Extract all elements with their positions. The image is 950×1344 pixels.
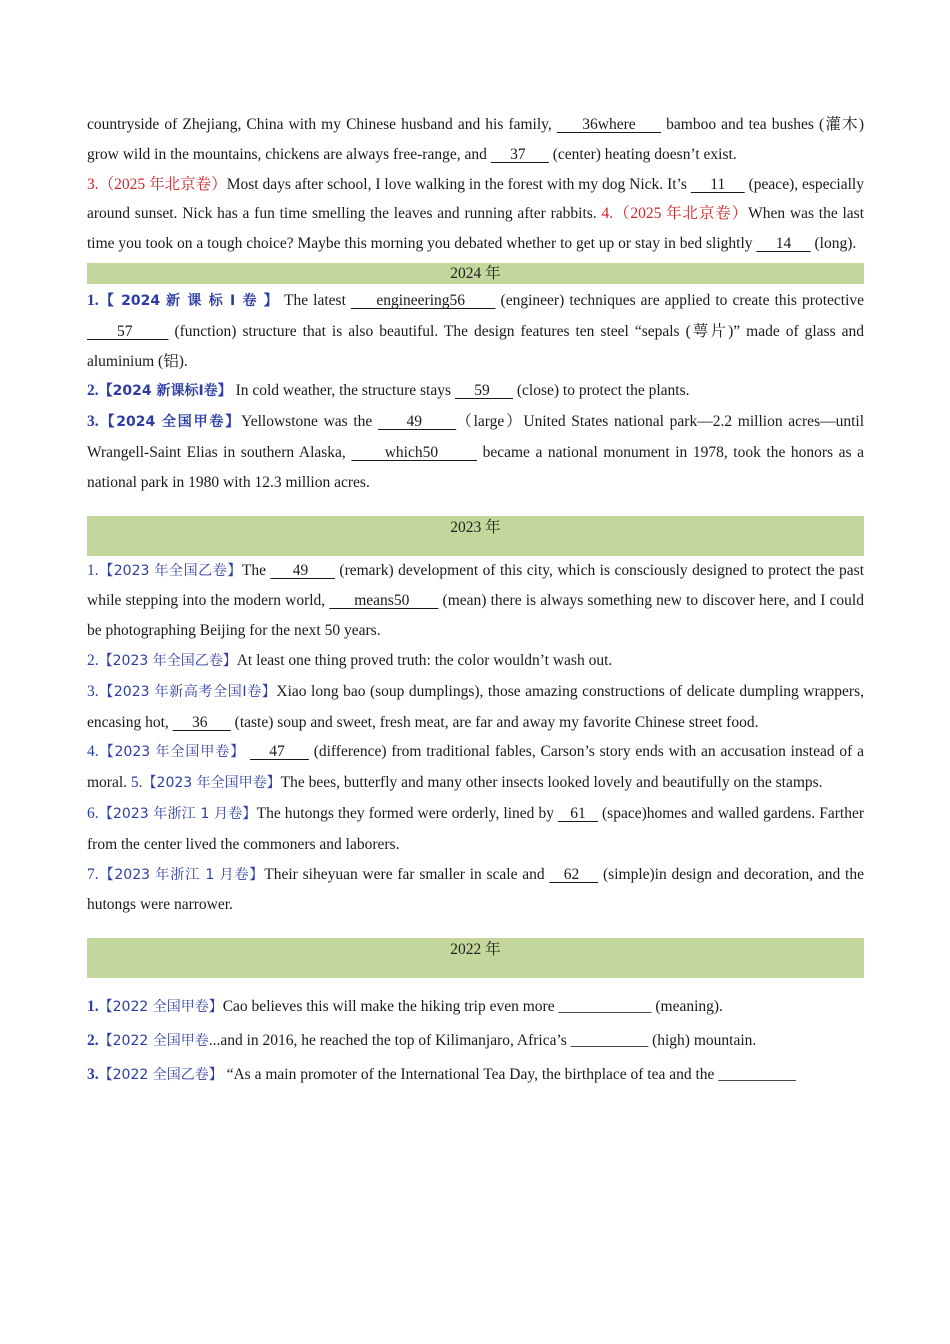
intro-paragraph (87, 110, 864, 170)
question-2025-3-4 (87, 170, 864, 259)
question-text: (meaning). (651, 998, 723, 1016)
blank-37: 37 (490, 145, 549, 163)
question-text: became a national monument in 1978, took the honors as a national park in 1980 with 12.3 million acres. (87, 443, 865, 491)
question-source: 【 2024 新 课 标 Ⅰ 卷 】 (98, 292, 279, 309)
question-2023-4-5 (87, 737, 864, 799)
question-2024-1 (87, 286, 864, 376)
question-number: 1. (87, 998, 99, 1016)
question-text: (peace), especially around sunset. Nick has a fun time smelling the leaves and running after rabbits. (87, 175, 864, 223)
blank-36: 36 (172, 713, 231, 731)
question-number: 3. (87, 175, 99, 193)
year-header-2023: 2023 年 (87, 516, 864, 556)
question-number: 3. (87, 682, 99, 700)
question-source: 【2024 全国甲卷】 (98, 414, 242, 431)
blank-line: __________ (570, 1032, 649, 1050)
question-source: 【2023 年全国甲卷】 (98, 744, 246, 761)
question-2022-1 (87, 990, 864, 1024)
question-source: 【2023 年全国甲卷】 (142, 775, 281, 792)
blank-61: 61 (558, 804, 598, 822)
blank-47: 47 (250, 743, 309, 761)
question-2023-6 (87, 799, 864, 860)
question-text: Yellowstone was the (241, 413, 379, 431)
question-text: Their siheyuan were far smaller in scale and (264, 865, 550, 883)
intro-text-2: bamboo and tea bushes (灌木) grow wild in the mountains, chickens are always free-range, and (87, 116, 864, 163)
question-number: 2. (87, 1032, 99, 1050)
question-text: (high) mountain. (648, 1032, 757, 1050)
question-2024-3 (87, 407, 864, 497)
question-text: At least one thing proved truth: the color wouldn’t wash out. (236, 651, 613, 669)
question-2023-2 (87, 646, 864, 677)
question-source: 【2022 全国甲卷】 (98, 999, 223, 1016)
document-page (87, 110, 864, 1092)
year-header-2024: 2024 年 (87, 263, 864, 284)
question-source: 【2023 年浙江 1 月卷】 (98, 805, 257, 822)
question-text: (long). (810, 235, 857, 253)
question-number: 5. (130, 774, 143, 792)
intro-text-3: (center) heating doesn’t exist. (548, 145, 737, 163)
question-text: (function) structure that is also beautiful. The design features ten steel “sepals (萼片)” made of glass and aluminium (铝). (87, 322, 864, 370)
question-number: 6. (87, 804, 99, 822)
question-text: “As a main promoter of the International Tea Day, the birthplace of tea and the (222, 1066, 719, 1084)
question-number: 3. (87, 1066, 99, 1084)
question-text: （large）United States national park—2.2 million acres—until Wrangell-Saint Elias in southern Alaska, (87, 413, 865, 461)
question-text: The (241, 561, 271, 579)
blank-49: 49 (270, 561, 335, 579)
question-source: 【2022 全国甲卷 (98, 1033, 209, 1050)
question-source: （2025 年北京卷） (98, 175, 227, 193)
question-text: Cao believes this will make the hiking trip even more (222, 998, 559, 1016)
blank-36: 36where (556, 116, 662, 133)
blank-14: 14 (756, 235, 811, 253)
question-source: 【2023 年全国乙卷】 (98, 562, 242, 579)
question-2023-7 (87, 860, 864, 921)
question-text: ...and in 2016, he reached the top of Kilimanjaro, Africa’s (208, 1032, 571, 1050)
question-text: In cold weather, the structure stays (231, 382, 455, 400)
blank-49: 49 (378, 413, 457, 431)
question-number: 4. (87, 743, 99, 761)
intro-text-1: countryside of Zhejiang, China with my Chinese husband and his family, (87, 116, 557, 133)
question-source: 【2023 年新高考全国Ⅰ卷】 (98, 683, 277, 700)
question-text: (taste) soup and sweet, fresh meat, are far and away my favorite Chinese street food. (230, 713, 759, 731)
question-source: 【2023 年全国乙卷】 (98, 652, 237, 669)
question-number: 1. (87, 291, 99, 309)
question-2023-1 (87, 556, 864, 646)
blank-50: means50 (329, 592, 439, 610)
question-number: 4. (601, 205, 614, 223)
question-text: (difference) from traditional fables, Carson’s story ends with an accusation instead of a moral. (87, 743, 865, 792)
blank-57: 57 (87, 322, 169, 340)
blank-62: 62 (549, 865, 599, 883)
question-source: 【2024 新课标Ⅰ卷】 (98, 383, 232, 400)
question-source: 【2023 年浙江 1 月卷】 (98, 866, 265, 883)
question-text: The bees, butterfly and many other insects looked lovely and beautifully on the stamps. (280, 774, 823, 792)
question-2024-2 (87, 376, 864, 407)
question-number: 2. (87, 651, 99, 669)
question-2022-3 (87, 1058, 864, 1092)
question-text: (close) to protect the plants. (513, 382, 690, 400)
blank-50: which50 (351, 443, 478, 461)
question-text: The latest (278, 291, 351, 309)
question-text: The hutongs they formed were orderly, lined by (256, 804, 559, 822)
question-text: (space)homes and walled gardens. Farther from the center lived the commoners and laborers. (87, 804, 865, 853)
question-text: (mean) there is always something new to discover here, and I could be photographing Beijing for the next 50 years. (87, 592, 864, 640)
blank-line: ____________ (558, 998, 652, 1016)
question-text: (remark) development of this city, which is consciously designed to protect the past while stepping into the modern world, (87, 561, 865, 610)
question-2023-3 (87, 677, 864, 738)
question-text: (engineer) techniques are applied to create this protective (495, 291, 865, 309)
blank-line: __________ (718, 1066, 796, 1084)
question-source: 【2022 全国乙卷】 (98, 1067, 223, 1084)
question-source: （2025 年北京卷） (613, 205, 749, 223)
blank-11: 11 (690, 175, 745, 193)
blank-56: engineering56 (350, 291, 496, 309)
question-number: 2. (87, 382, 99, 400)
question-text: When was the last time you took on a tough choice? Maybe this morning you debated whether to get up or stay in bed slightly (87, 205, 864, 253)
question-2022-2 (87, 1024, 864, 1058)
question-number: 7. (87, 865, 99, 883)
year-header-2022: 2022 年 (87, 938, 864, 978)
question-text: (simple)in design and decoration, and the hutongs were narrower. (87, 865, 864, 914)
question-text: Xiao long bao (soup dumplings), those amazing constructions of delicate dumpling wrappers, encasing hot, (87, 682, 864, 731)
question-number: 3. (87, 413, 99, 431)
question-number: 1. (87, 561, 99, 579)
question-text: Most days after school, I love walking in the forest with my dog Nick. It’s (226, 175, 691, 193)
blank-59: 59 (454, 382, 514, 400)
